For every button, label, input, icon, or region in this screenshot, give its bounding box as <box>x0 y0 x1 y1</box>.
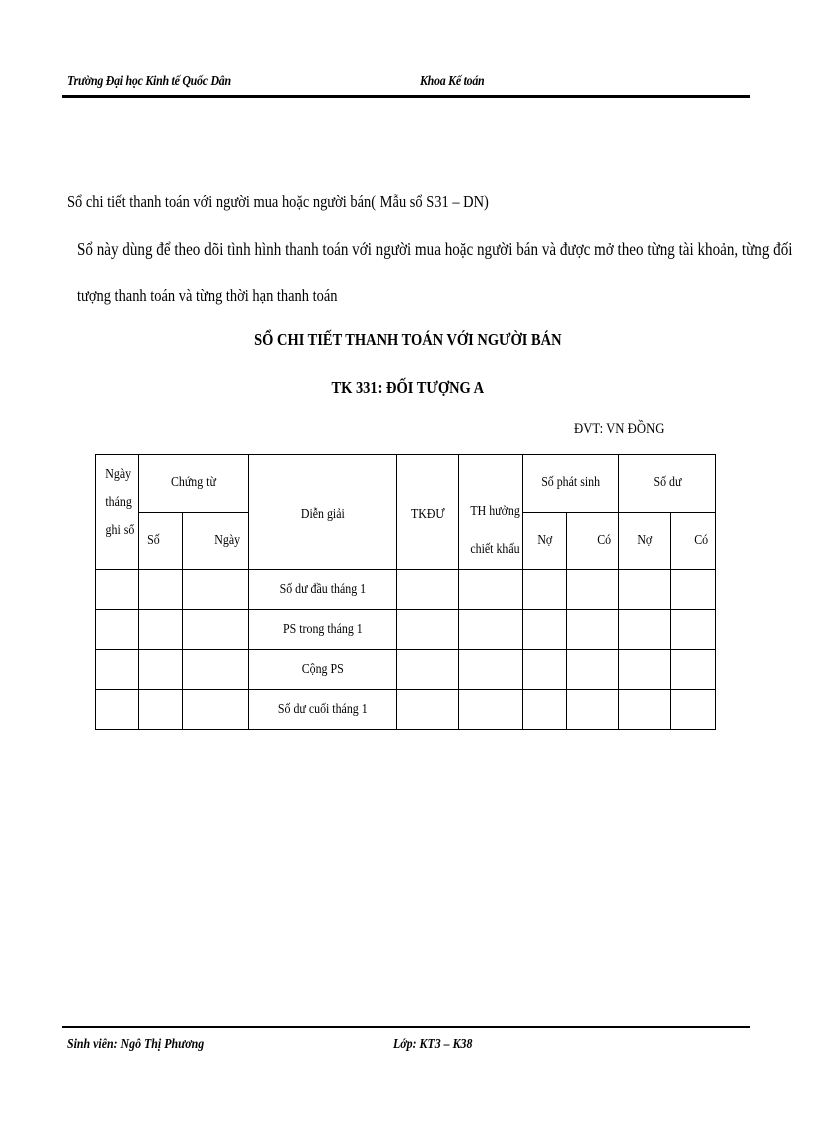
table-row <box>96 650 716 690</box>
footer-rule <box>62 1026 750 1028</box>
col-description-header: Diễn giải <box>249 455 397 570</box>
ledger-title: SỔ CHI TIẾT THANH TOÁN VỚI NGƯỜI BÁN <box>254 330 562 349</box>
table-row <box>96 690 716 730</box>
col-date-header: Ngày tháng ghi sổ <box>96 455 139 570</box>
ledger-table <box>95 454 716 730</box>
header-faculty: Khoa Kế toán <box>420 74 485 89</box>
header-school: Trường Đại học Kinh tế Quốc Dân <box>67 74 231 89</box>
intro-line-1: Sổ chi tiết thanh toán với người mua hoặc người bán( Mẫu sổ S31 – DN) <box>67 192 489 211</box>
col-arising-debit: Nợ <box>523 512 567 570</box>
currency-unit: ĐVT: VN ĐỒNG <box>574 421 665 437</box>
row-label: Số dư đầu tháng 1 <box>249 570 397 610</box>
header-rule <box>62 95 750 98</box>
col-discount-header: TH hưởng chiết khấu <box>459 455 523 570</box>
col-balance-header: Số dư <box>619 455 716 513</box>
footer-class: Lớp: KT3 – K38 <box>393 1037 473 1052</box>
col-voucher-header: Chứng từ <box>139 455 249 513</box>
col-voucher-date: Ngày <box>183 512 249 570</box>
col-voucher-no: Số <box>139 512 183 570</box>
row-label: Cộng PS <box>249 650 397 690</box>
footer-student: Sinh viên: Ngô Thị Phương <box>67 1037 205 1052</box>
header-row <box>96 455 716 513</box>
ledger-subtitle: TK 331: ĐỐI TƯỢNG A <box>331 378 485 397</box>
table-row <box>96 570 716 610</box>
col-arising-credit: Có <box>567 512 619 570</box>
col-account-header: TKĐƯ <box>397 455 459 570</box>
row-label: PS trong tháng 1 <box>249 610 397 650</box>
col-balance-debit: Nợ <box>619 512 671 570</box>
intro-line-2: Sổ này dùng để theo dõi tình hình thanh toán với người mua hoặc người bán và được mở theo từng tài khoản, từng đối <box>77 239 793 259</box>
table-row <box>96 610 716 650</box>
row-label: Số dư cuối tháng 1 <box>249 690 397 730</box>
intro-line-3: tượng thanh toán và từng thời hạn thanh toán <box>77 286 338 305</box>
col-arising-header: Số phát sinh <box>523 455 619 513</box>
col-balance-credit: Có <box>671 512 716 570</box>
